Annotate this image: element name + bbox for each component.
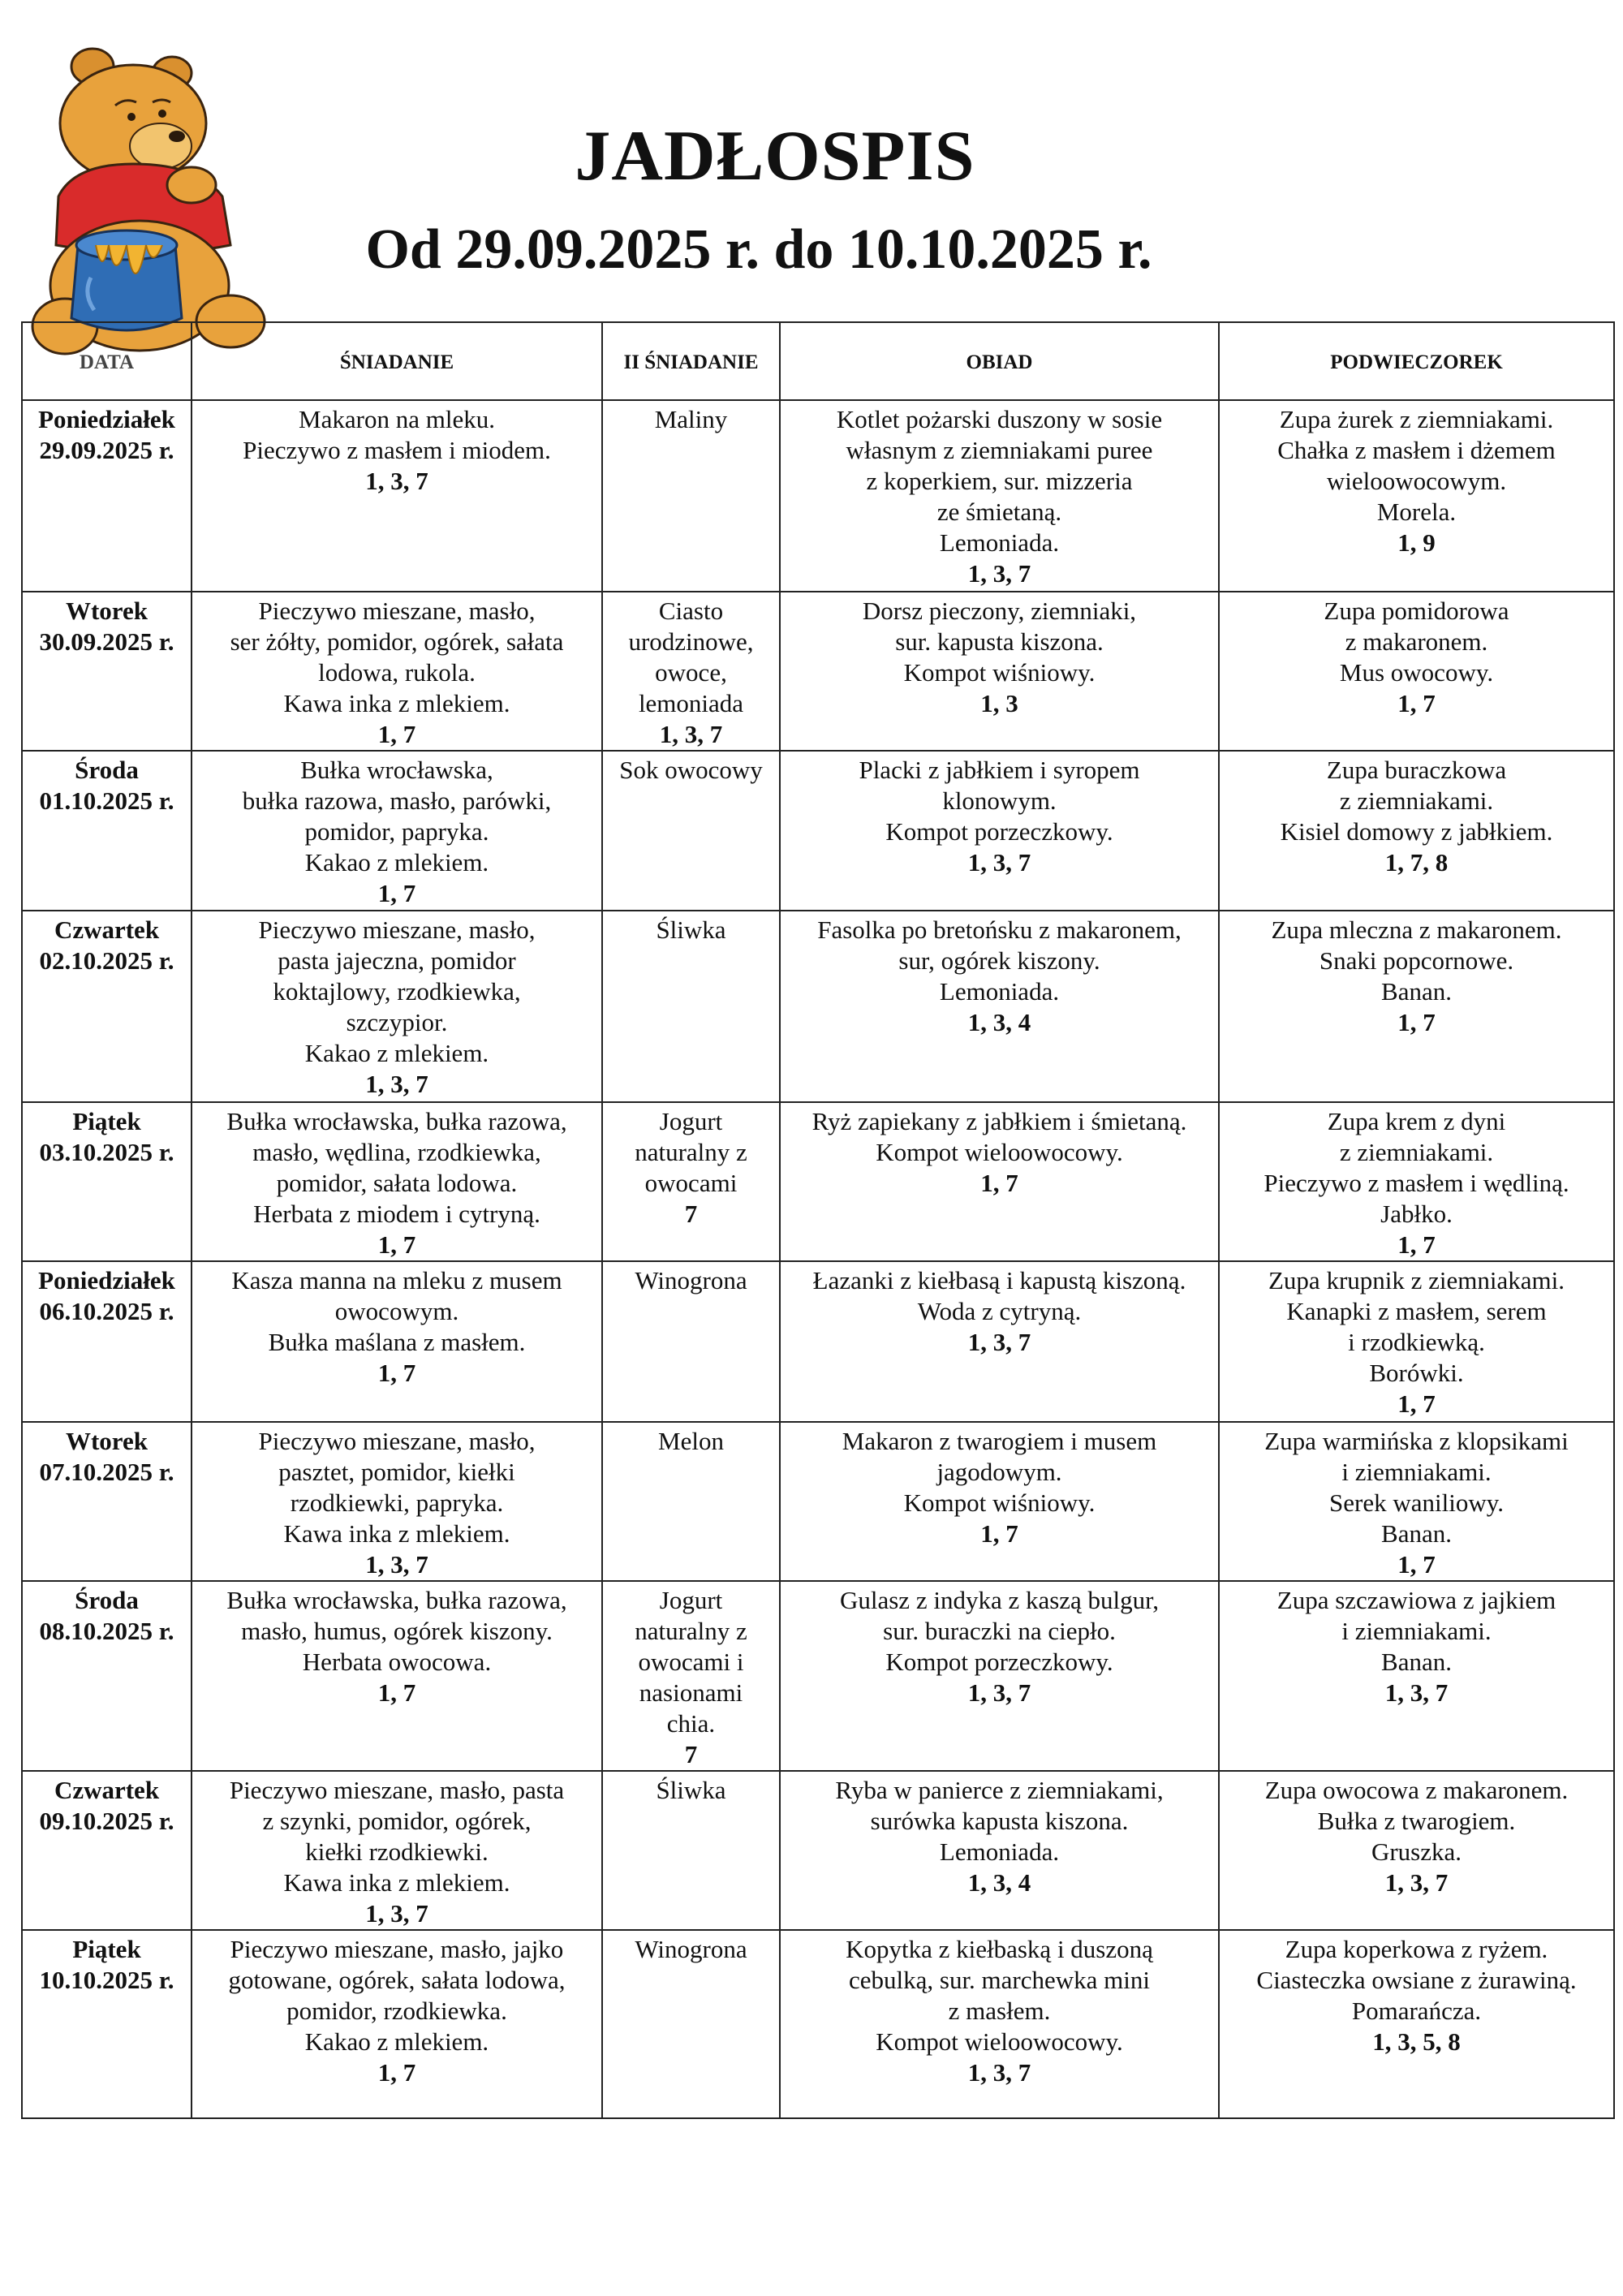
menu-line: z ziemniakami. — [1339, 1138, 1494, 1166]
breakfast-cell — [192, 1771, 602, 1930]
lunch-cell — [780, 1102, 1219, 1261]
allergens-label: 1, 7 — [1397, 689, 1436, 717]
menu-line: Bułka maślana z masłem. — [268, 1328, 526, 1356]
day-cell — [22, 1581, 192, 1771]
allergens-label: 1, 7 — [1397, 1008, 1436, 1036]
menu-line: koktajlowy, rzodkiewka, — [273, 977, 521, 1006]
date-label: 01.10.2025 r. — [39, 786, 174, 815]
date-label: 08.10.2025 r. — [39, 1617, 174, 1645]
allergens-label: 1, 3, 7 — [659, 720, 723, 748]
menu-line: pomidor, rzodkiewka. — [286, 1997, 507, 2025]
menu-line: Jogurt — [659, 1107, 723, 1135]
menu-line: Ciasto — [658, 597, 724, 625]
date-label: 02.10.2025 r. — [39, 946, 174, 975]
menu-line: z ziemniakami. — [1339, 786, 1494, 815]
menu-line: i ziemniakami. — [1341, 1458, 1492, 1486]
allergens-label: 1, 3, 4 — [967, 1868, 1031, 1897]
afternoon-snack-cell — [1219, 1422, 1614, 1581]
menu-line: pasztet, pomidor, kiełki — [278, 1458, 515, 1486]
menu-line: Kakao z mlekiem. — [304, 848, 489, 877]
lunch-cell — [780, 1261, 1219, 1422]
menu-table — [21, 321, 1615, 2119]
allergens-label: 1, 3, 7 — [365, 1550, 428, 1579]
menu-line: owoce, — [655, 658, 727, 687]
day-cell — [22, 400, 192, 592]
second-breakfast-cell — [602, 1261, 780, 1422]
menu-line: surówka kapusta kiszona. — [870, 1807, 1129, 1835]
date-label: 06.10.2025 r. — [39, 1297, 174, 1325]
weekday-label: Poniedziałek — [38, 1266, 175, 1294]
menu-line: Mus owocowy. — [1339, 658, 1494, 687]
menu-line: i rzodkiewką. — [1348, 1328, 1485, 1356]
weekday-label: Czwartek — [54, 1776, 160, 1804]
breakfast-cell — [192, 400, 602, 592]
menu-line: Śliwka — [656, 1776, 726, 1804]
menu-line: Herbata owocowa. — [302, 1648, 492, 1676]
lunch-cell — [780, 1422, 1219, 1581]
menu-line: wieloowocowym. — [1326, 467, 1507, 495]
menu-line: Zupa mleczna z makaronem. — [1271, 915, 1562, 944]
allergens-label: 1, 3, 7 — [365, 1899, 428, 1928]
menu-line: z masłem. — [948, 1997, 1051, 2025]
table-row — [22, 400, 1614, 592]
lunch-cell — [780, 592, 1219, 751]
menu-line: Kompot porzeczkowy. — [885, 817, 1113, 846]
menu-line: masło, wędlina, rzodkiewka, — [252, 1138, 541, 1166]
menu-line: Pieczywo mieszane, masło, — [258, 915, 536, 944]
weekday-label: Piątek — [72, 1107, 141, 1135]
allergens-label: 1, 7 — [377, 1230, 416, 1259]
menu-line: Serek waniliowy. — [1329, 1488, 1504, 1517]
menu-line: sur. kapusta kiszona. — [895, 627, 1104, 656]
menu-line: z koperkiem, sur. mizzeria — [866, 467, 1133, 495]
breakfast-cell — [192, 1102, 602, 1261]
table-row — [22, 592, 1614, 751]
menu-line: Ryba w panierce z ziemniakami, — [835, 1776, 1164, 1804]
table-row — [22, 1771, 1614, 1930]
afternoon-snack-cell — [1219, 1261, 1614, 1422]
date-label: 10.10.2025 r. — [39, 1966, 174, 1994]
menu-line: Zupa owocowa z makaronem. — [1264, 1776, 1569, 1804]
date-label: 29.09.2025 r. — [39, 436, 174, 464]
allergens-label: 1, 3, 7 — [1384, 1868, 1449, 1897]
allergens-label: 7 — [684, 1740, 698, 1768]
menu-line: Dorsz pieczony, ziemniaki, — [862, 597, 1137, 625]
menu-line: Fasolka po bretońsku z makaronem, — [817, 915, 1182, 944]
allergens-label: 1, 3, 7 — [365, 467, 428, 495]
menu-line: Jogurt — [659, 1586, 723, 1614]
menu-line: Pomarańcza. — [1351, 1997, 1482, 2025]
menu-line: Makaron z twarogiem i musem — [842, 1427, 1157, 1455]
allergens-label: 1, 7 — [1397, 1550, 1436, 1579]
second-breakfast-cell — [602, 1771, 780, 1930]
menu-line: Pieczywo mieszane, masło, pasta — [229, 1776, 565, 1804]
menu-line: Sok owocowy — [619, 756, 763, 784]
menu-line: z szynki, pomidor, ogórek, — [262, 1807, 532, 1835]
menu-line: Lemoniada. — [939, 977, 1060, 1006]
menu-body — [22, 400, 1614, 2118]
page-title: JADŁOSPIS — [575, 117, 975, 196]
day-cell — [22, 751, 192, 911]
menu-line: Bułka wrocławska, — [300, 756, 493, 784]
weekday-label: Środa — [75, 1586, 139, 1614]
menu-line: Winogrona — [635, 1935, 747, 1963]
afternoon-snack-cell — [1219, 592, 1614, 751]
menu-line: owocami — [644, 1169, 738, 1197]
menu-line: własnym z ziemniakami puree — [846, 436, 1153, 464]
column-header-breakfast: ŚNIADANIE — [192, 322, 602, 400]
table-row — [22, 1102, 1614, 1261]
lunch-cell — [780, 1930, 1219, 2118]
menu-line: jagodowym. — [936, 1458, 1062, 1486]
second-breakfast-cell — [602, 1930, 780, 2118]
menu-line: Zupa buraczkowa — [1326, 756, 1507, 784]
day-cell — [22, 1102, 192, 1261]
menu-line: Kompot porzeczkowy. — [885, 1648, 1113, 1676]
weekday-label: Czwartek — [54, 915, 160, 944]
menu-line: lemoniada — [638, 689, 744, 717]
menu-line: Kanapki z masłem, serem — [1286, 1297, 1547, 1325]
menu-line: Snaki popcornowe. — [1319, 946, 1514, 975]
menu-line: Lemoniada. — [939, 528, 1060, 557]
menu-line: Pieczywo mieszane, masło, — [258, 597, 536, 625]
menu-line: Morela. — [1376, 498, 1457, 526]
date-label: 03.10.2025 r. — [39, 1138, 174, 1166]
lunch-cell — [780, 1581, 1219, 1771]
afternoon-snack-cell — [1219, 911, 1614, 1102]
allergens-label: 1, 7 — [377, 1678, 416, 1707]
menu-line: Kawa inka z mlekiem. — [283, 689, 510, 717]
menu-line: Pieczywo mieszane, masło, jajko — [230, 1935, 564, 1963]
menu-line: z makaronem. — [1345, 627, 1488, 656]
table-row — [22, 1422, 1614, 1581]
day-cell — [22, 592, 192, 751]
day-cell — [22, 1261, 192, 1422]
afternoon-snack-cell — [1219, 1771, 1614, 1930]
lunch-cell — [780, 400, 1219, 592]
menu-line: Kakao z mlekiem. — [304, 2027, 489, 2056]
menu-line: Bułka wrocławska, bułka razowa, — [226, 1107, 567, 1135]
menu-line: Winogrona — [635, 1266, 747, 1294]
lunch-cell — [780, 1771, 1219, 1930]
day-cell — [22, 911, 192, 1102]
lunch-cell — [780, 911, 1219, 1102]
menu-line: Lemoniada. — [939, 1837, 1060, 1866]
breakfast-cell — [192, 1581, 602, 1771]
weekday-label: Wtorek — [65, 597, 149, 625]
menu-line: pomidor, papryka. — [304, 817, 489, 846]
allergens-label: 1, 3 — [980, 689, 1018, 717]
menu-line: kiełki rzodkiewki. — [305, 1837, 489, 1866]
breakfast-cell — [192, 1422, 602, 1581]
allergens-label: 1, 7 — [1397, 1230, 1436, 1259]
menu-line: Gulasz z indyka z kaszą bulgur, — [839, 1586, 1159, 1614]
menu-line: naturalny z — [635, 1138, 747, 1166]
menu-line: Zupa koperkowa z ryżem. — [1285, 1935, 1548, 1963]
menu-line: Bułka z twarogiem. — [1317, 1807, 1516, 1835]
menu-line: bułka razowa, masło, parówki, — [242, 786, 552, 815]
menu-line: Pieczywo z masłem i miodem. — [243, 436, 551, 464]
breakfast-cell — [192, 592, 602, 751]
menu-line: rzodkiewki, papryka. — [290, 1488, 504, 1517]
table-row — [22, 1261, 1614, 1422]
menu-line: Śliwka — [656, 915, 726, 944]
allergens-label: 1, 3, 7 — [967, 1328, 1031, 1356]
menu-line: Kompot wiśniowy. — [903, 658, 1096, 687]
table-header-row — [22, 322, 1614, 400]
second-breakfast-cell — [602, 400, 780, 592]
menu-line: Kasza manna na mleku z musem — [231, 1266, 562, 1294]
column-header-lunch: OBIAD — [780, 322, 1219, 400]
menu-line: Kawa inka z mlekiem. — [283, 1519, 510, 1548]
second-breakfast-cell — [602, 911, 780, 1102]
table-row — [22, 1930, 1614, 2118]
menu-line: szczypior. — [346, 1008, 448, 1036]
weekday-label: Poniedziałek — [38, 405, 175, 433]
menu-line: Zupa warmińska z klopsikami — [1264, 1427, 1569, 1455]
menu-line: Ciasteczka owsiane z żurawiną. — [1256, 1966, 1577, 1994]
column-header-second-breakfast: II ŚNIADANIE — [602, 322, 780, 400]
afternoon-snack-cell — [1219, 1581, 1614, 1771]
day-cell — [22, 1422, 192, 1581]
second-breakfast-cell — [602, 1102, 780, 1261]
menu-line: masło, humus, ogórek kiszony. — [241, 1617, 553, 1645]
menu-line: pasta jajeczna, pomidor — [278, 946, 516, 975]
menu-line: Gruszka. — [1371, 1837, 1462, 1866]
menu-line: Melon — [658, 1427, 724, 1455]
menu-line: Bułka wrocławska, bułka razowa, — [226, 1586, 567, 1614]
table-row — [22, 1581, 1614, 1771]
breakfast-cell — [192, 1930, 602, 2118]
weekday-label: Piątek — [72, 1935, 141, 1963]
menu-line: Banan. — [1381, 1519, 1452, 1548]
menu-line: i ziemniakami. — [1341, 1617, 1492, 1645]
second-breakfast-cell — [602, 592, 780, 751]
date-range-subtitle: Od 29.09.2025 r. do 10.10.2025 r. — [365, 218, 1152, 281]
menu-line: Kakao z mlekiem. — [304, 1039, 489, 1067]
day-cell — [22, 1771, 192, 1930]
second-breakfast-cell — [602, 1581, 780, 1771]
allergens-label: 1, 3, 7 — [967, 559, 1031, 588]
menu-line: klonowym. — [942, 786, 1057, 815]
allergens-label: 1, 7 — [377, 720, 416, 748]
menu-line: sur. buraczki na ciepło. — [883, 1617, 1116, 1645]
table-row — [22, 751, 1614, 911]
menu-line: Kisiel domowy z jabłkiem. — [1280, 817, 1553, 846]
menu-line: Zupa pomidorowa — [1324, 597, 1509, 625]
menu-line: Maliny — [654, 405, 728, 433]
menu-line: Zupa krupnik z ziemniakami. — [1268, 1266, 1565, 1294]
menu-line: Zupa żurek z ziemniakami. — [1279, 405, 1554, 433]
menu-line: lodowa, rukola. — [318, 658, 476, 687]
allergens-label: 1, 3, 5, 8 — [1372, 2027, 1461, 2056]
menu-line: Łazanki z kiełbasą i kapustą kiszoną. — [812, 1266, 1186, 1294]
breakfast-cell — [192, 751, 602, 911]
allergens-label: 1, 3, 7 — [967, 1678, 1031, 1707]
menu-line: Pieczywo z masłem i wędliną. — [1264, 1169, 1569, 1197]
menu-line: Kotlet pożarski duszony w sosie — [836, 405, 1163, 433]
column-header-date: DATA — [22, 322, 192, 400]
afternoon-snack-cell — [1219, 400, 1614, 592]
menu-line: Borówki. — [1369, 1359, 1464, 1387]
breakfast-cell — [192, 911, 602, 1102]
allergens-label: 1, 7 — [980, 1169, 1018, 1197]
afternoon-snack-cell — [1219, 751, 1614, 911]
date-label: 30.09.2025 r. — [39, 627, 174, 656]
allergens-label: 7 — [684, 1200, 698, 1228]
afternoon-snack-cell — [1219, 1102, 1614, 1261]
menu-line: Zupa szczawiowa z jajkiem — [1276, 1586, 1556, 1614]
menu-line: naturalny z — [635, 1617, 747, 1645]
allergens-label: 1, 3, 7 — [365, 1070, 428, 1098]
menu-line: Placki z jabłkiem i syropem — [859, 756, 1140, 784]
menu-line: ze śmietaną. — [936, 498, 1062, 526]
menu-line: Kawa inka z mlekiem. — [283, 1868, 510, 1897]
menu-line: cebulką, sur. marchewka mini — [848, 1966, 1151, 1994]
menu-line: Herbata z miodem i cytryną. — [253, 1200, 540, 1228]
date-label: 07.10.2025 r. — [39, 1458, 174, 1486]
menu-line: Ryż zapiekany z jabłkiem i śmietaną. — [812, 1107, 1187, 1135]
menu-line: Makaron na mleku. — [299, 405, 495, 433]
allergens-label: 1, 3, 4 — [967, 1008, 1031, 1036]
allergens-label: 1, 3, 7 — [1384, 1678, 1449, 1707]
allergens-label: 1, 7 — [377, 879, 416, 907]
column-header-afternoon-snack: PODWIECZOREK — [1219, 322, 1614, 400]
menu-line: Pieczywo mieszane, masło, — [258, 1427, 536, 1455]
allergens-label: 1, 7 — [377, 2058, 416, 2087]
menu-line: Woda z cytryną. — [917, 1297, 1082, 1325]
menu-line: Kompot wiśniowy. — [903, 1488, 1096, 1517]
allergens-label: 1, 7 — [377, 1359, 416, 1387]
allergens-label: 1, 9 — [1397, 528, 1436, 557]
date-label: 09.10.2025 r. — [39, 1807, 174, 1835]
weekday-label: Wtorek — [65, 1427, 149, 1455]
day-cell — [22, 1930, 192, 2118]
menu-line: Zupa krem z dyni — [1327, 1107, 1506, 1135]
menu-line: chia. — [666, 1709, 716, 1738]
allergens-label: 1, 7 — [1397, 1389, 1436, 1418]
menu-line: Banan. — [1381, 1648, 1452, 1676]
menu-line: sur, ogórek kiszony. — [898, 946, 1100, 975]
menu-line: Banan. — [1381, 977, 1452, 1006]
menu-line: Jabłko. — [1380, 1200, 1453, 1228]
menu-line: nasionami — [639, 1678, 743, 1707]
second-breakfast-cell — [602, 751, 780, 911]
menu-line: owocami i — [638, 1648, 744, 1676]
menu-line: owocowym. — [334, 1297, 459, 1325]
menu-line: Kompot wieloowocowy. — [876, 2027, 1123, 2056]
menu-line: Kompot wieloowocowy. — [876, 1138, 1123, 1166]
menu-line: pomidor, sałata lodowa. — [276, 1169, 518, 1197]
table-row — [22, 911, 1614, 1102]
breakfast-cell — [192, 1261, 602, 1422]
menu-line: urodzinowe, — [628, 627, 754, 656]
second-breakfast-cell — [602, 1422, 780, 1581]
allergens-label: 1, 3, 7 — [967, 848, 1031, 877]
weekday-label: Środa — [75, 756, 139, 784]
allergens-label: 1, 3, 7 — [967, 2058, 1031, 2087]
afternoon-snack-cell — [1219, 1930, 1614, 2118]
lunch-cell — [780, 751, 1219, 911]
menu-line: gotowane, ogórek, sałata lodowa, — [228, 1966, 566, 1994]
menu-line: Chałka z masłem i dżemem — [1277, 436, 1556, 464]
pooh-bear-with-honey-pot-icon — [18, 42, 278, 367]
menu-line: Kopytka z kiełbaską i duszoną — [846, 1935, 1153, 1963]
allergens-label: 1, 7, 8 — [1384, 848, 1449, 877]
allergens-label: 1, 7 — [980, 1519, 1018, 1548]
menu-line: ser żółty, pomidor, ogórek, sałata — [230, 627, 564, 656]
